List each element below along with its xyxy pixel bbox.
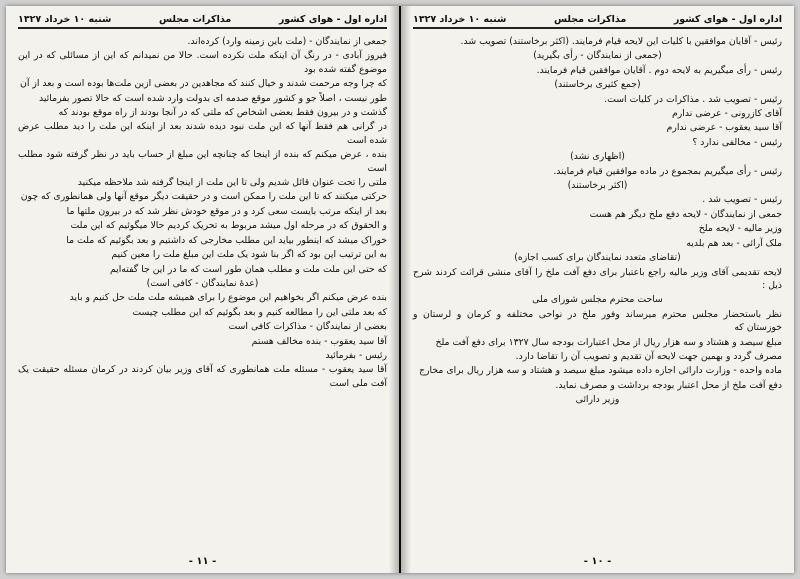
right-header-date: شنبه ۱۰ خرداد ۱۳۲۷	[413, 14, 507, 25]
paragraph: رئیس - رأی میگیریم به لایحه دوم . آقایان موافقین قیام فرمایند.	[536, 64, 782, 76]
paragraph: که چرا وجه مرحمت شدند و خیال کنند که مجاهدین در بعضی ازین ملت‌ها بوده است و بعد از آن	[20, 78, 387, 90]
paragraph: مبلغ سیصد و هشتاد و سه هزار ریال از محل اعتبارات بودجه سال ۱۳۲۷ برای دفع آفت ملخ	[435, 336, 782, 348]
left-header-series: اداره اول - هوای کشور	[278, 14, 387, 25]
paragraph: رئیس - آقایان موافقین با کلیات این لایحه قیام فرمایند. (اکثر برخاستند) تصویب شد.	[460, 36, 782, 47]
paragraph: جمعی از نمایندگان - لایحه دفع ملخ دیگر هم هست	[589, 208, 782, 220]
paragraph: گذشت و در بیرون فقط بعضی اشخاص که ملتی که در آنجا بودند از راه موقع بودند که	[58, 107, 387, 119]
paragraph: رئیس - بفرمائید	[325, 349, 387, 361]
paragraph: ماده واحده - وزارت دارائی اجازه داده میشود مبلغ سیصد و هشتاد و سه هزار ریال برای مخارج	[419, 365, 782, 377]
paragraph: (تقاضای متعدد نمایندگان برای کسب اجازه)	[514, 252, 681, 264]
paragraph: بعد از اینکه مرتب بایست سعی کرد و در موقع خودش نظر شد که در بیرون ملتها ما	[66, 205, 387, 217]
left-header-title: مذاکرات مجلس	[159, 14, 232, 25]
right-header-series: اداره اول - هوای کشور	[673, 14, 782, 25]
paragraph: بنده ، عرض میکنم که بنده از اینجا که چنانچه این مبلغ از حساب باید در نظر گرفته شود مطلب است	[18, 149, 387, 174]
paragraph: (جمع کثیری برخاستند)	[554, 79, 641, 91]
paragraph: مصرف گردد و بهمین جهت لایحه آن تقدیم و تصویب آن را تقاضا دارد.	[515, 350, 782, 362]
paragraph: به این ترتیب این بود که اگر بنا شود یک ملت این مبلغ ملت را معین کنیم	[111, 249, 387, 261]
paragraph: وزیر مالیه - لایحه ملخ	[698, 223, 782, 235]
paragraph: و الحقوق که در مرحله اول میشد مربوط به تحریک کردیم حالا میگوئیم که این ملت	[70, 220, 387, 232]
right-running-header	[413, 14, 782, 29]
left-page	[6, 6, 399, 573]
paragraph: ملتی را تحت عنوان قائل شدیم ولی تا این ملت از اینجا گرفته شد ملاحظه میکنید	[77, 177, 387, 189]
left-header-date: شنبه ۱۰ خرداد ۱۳۲۷	[18, 14, 112, 25]
left-body-text	[18, 35, 387, 390]
paragraph: (اکثر برخاستند)	[567, 180, 628, 192]
right-header-title: مذاکرات مجلس	[554, 14, 627, 25]
paragraph: بعضی از نمایندگان - مذاکرات کافی است	[228, 321, 387, 333]
paragraph: فیروز آبادی - در رنگ آن اینکه ملت نکرده است. حالا من نمیدانم که این از مسائلی که در این موضوع گفته شده بود	[18, 50, 387, 75]
open-book-spread	[6, 6, 794, 573]
paragraph: آقا سید یعقوب - بنده مخالف هستم	[251, 335, 387, 347]
paragraph: (عدهٔ نمایندگان - کافی است)	[146, 277, 259, 289]
right-page-number: - ۱۰ -	[583, 556, 612, 567]
paragraph: طور نیست ، اصلاً جو و کشور موقع صدمه ای بدولت وارد شده است که حالا تصور بفرمائید	[39, 92, 387, 104]
paragraph: که حتی این ملت ملت و مطلب همان طور است که ما در این جا گفته‌ایم	[109, 263, 387, 275]
left-page-number: - ۱۱ -	[188, 556, 217, 567]
paragraph: دفع آفت ملخ از محل اعتبار بودجه برداشت و مصرف نماید.	[555, 379, 782, 391]
paragraph: بنده عرض میکنم اگر بخواهیم این موضوع را برای همیشه ملت ملت حل کنیم و باید	[69, 292, 387, 304]
left-running-header	[18, 14, 387, 29]
paragraph: ساحت محترم مجلس شورای ملی	[532, 294, 663, 306]
paragraph: در گرانی هم فقط آنها که این ملت نبود دیده شدند بعد از اینکه این ملت را دید مطلب عرض شده است	[18, 121, 387, 146]
paragraph: رئیس - تصویب شد . مذاکرات در کلیات است.	[604, 93, 782, 105]
paragraph: (جمعی از نمایندگان - رأی بگیرید)	[533, 50, 662, 62]
gutter-shadow	[401, 6, 411, 573]
paragraph: حرکتی میکنند که تا این ملت را ممکن است و در حقیقت دیگر موقع آنها ولی همانطوری که چون	[20, 191, 387, 203]
right-body-text	[413, 35, 782, 407]
paragraph: رئیس - تصویب شد .	[702, 194, 782, 206]
paragraph: ملک آرائی - بعد هم بلدیه	[686, 237, 782, 249]
right-page	[401, 6, 794, 573]
paragraph: آقای کازرونی - عرضی ندارم	[672, 108, 782, 120]
paragraph: (اظهاری نشد)	[570, 151, 625, 163]
paragraph: رئیس - رأی میگیریم بمجموع در ماده موافقین قیام فرمایند.	[553, 165, 782, 177]
paragraph: آقا سید یعقوب - عرضی ندارم	[666, 122, 782, 134]
paragraph: نظر باستحضار مجلس محترم میرساند وفور ملخ در نواحی مختلفه و کرمان و لرستان و خوزستان که	[413, 308, 782, 334]
paragraph: وزیر دارائی	[575, 394, 620, 406]
gutter-shadow	[389, 6, 399, 573]
paragraph: رئیس - مخالفی ندارد ؟	[692, 136, 782, 148]
paragraph: که بعد ملتی این را مطالعه کنیم و بعد بگوئیم که این مطلب چیست	[132, 306, 387, 318]
paragraph: جمعی از نمایندگان - (ملت باین زمینه وارد) کرده‌اند.	[187, 36, 387, 47]
paragraph: لایحه تقدیمی آقای وزیر مالیه راجع باعتبار برای دفع آفت ملخ را آقای منشی قرائت کردند شرح ذیل :	[413, 266, 782, 291]
paragraph: آقا سید یعقوب - مسئله ملت همانطوری که آقای وزیر بیان کردند در کرمان مسئله حقیقت یک آفت ملی است	[18, 364, 387, 389]
paragraph: خوراک میشد که اینطور بیاید این مطلب مخارجی که داشتیم و بعد بگوئیم که ملت ما	[66, 234, 387, 246]
